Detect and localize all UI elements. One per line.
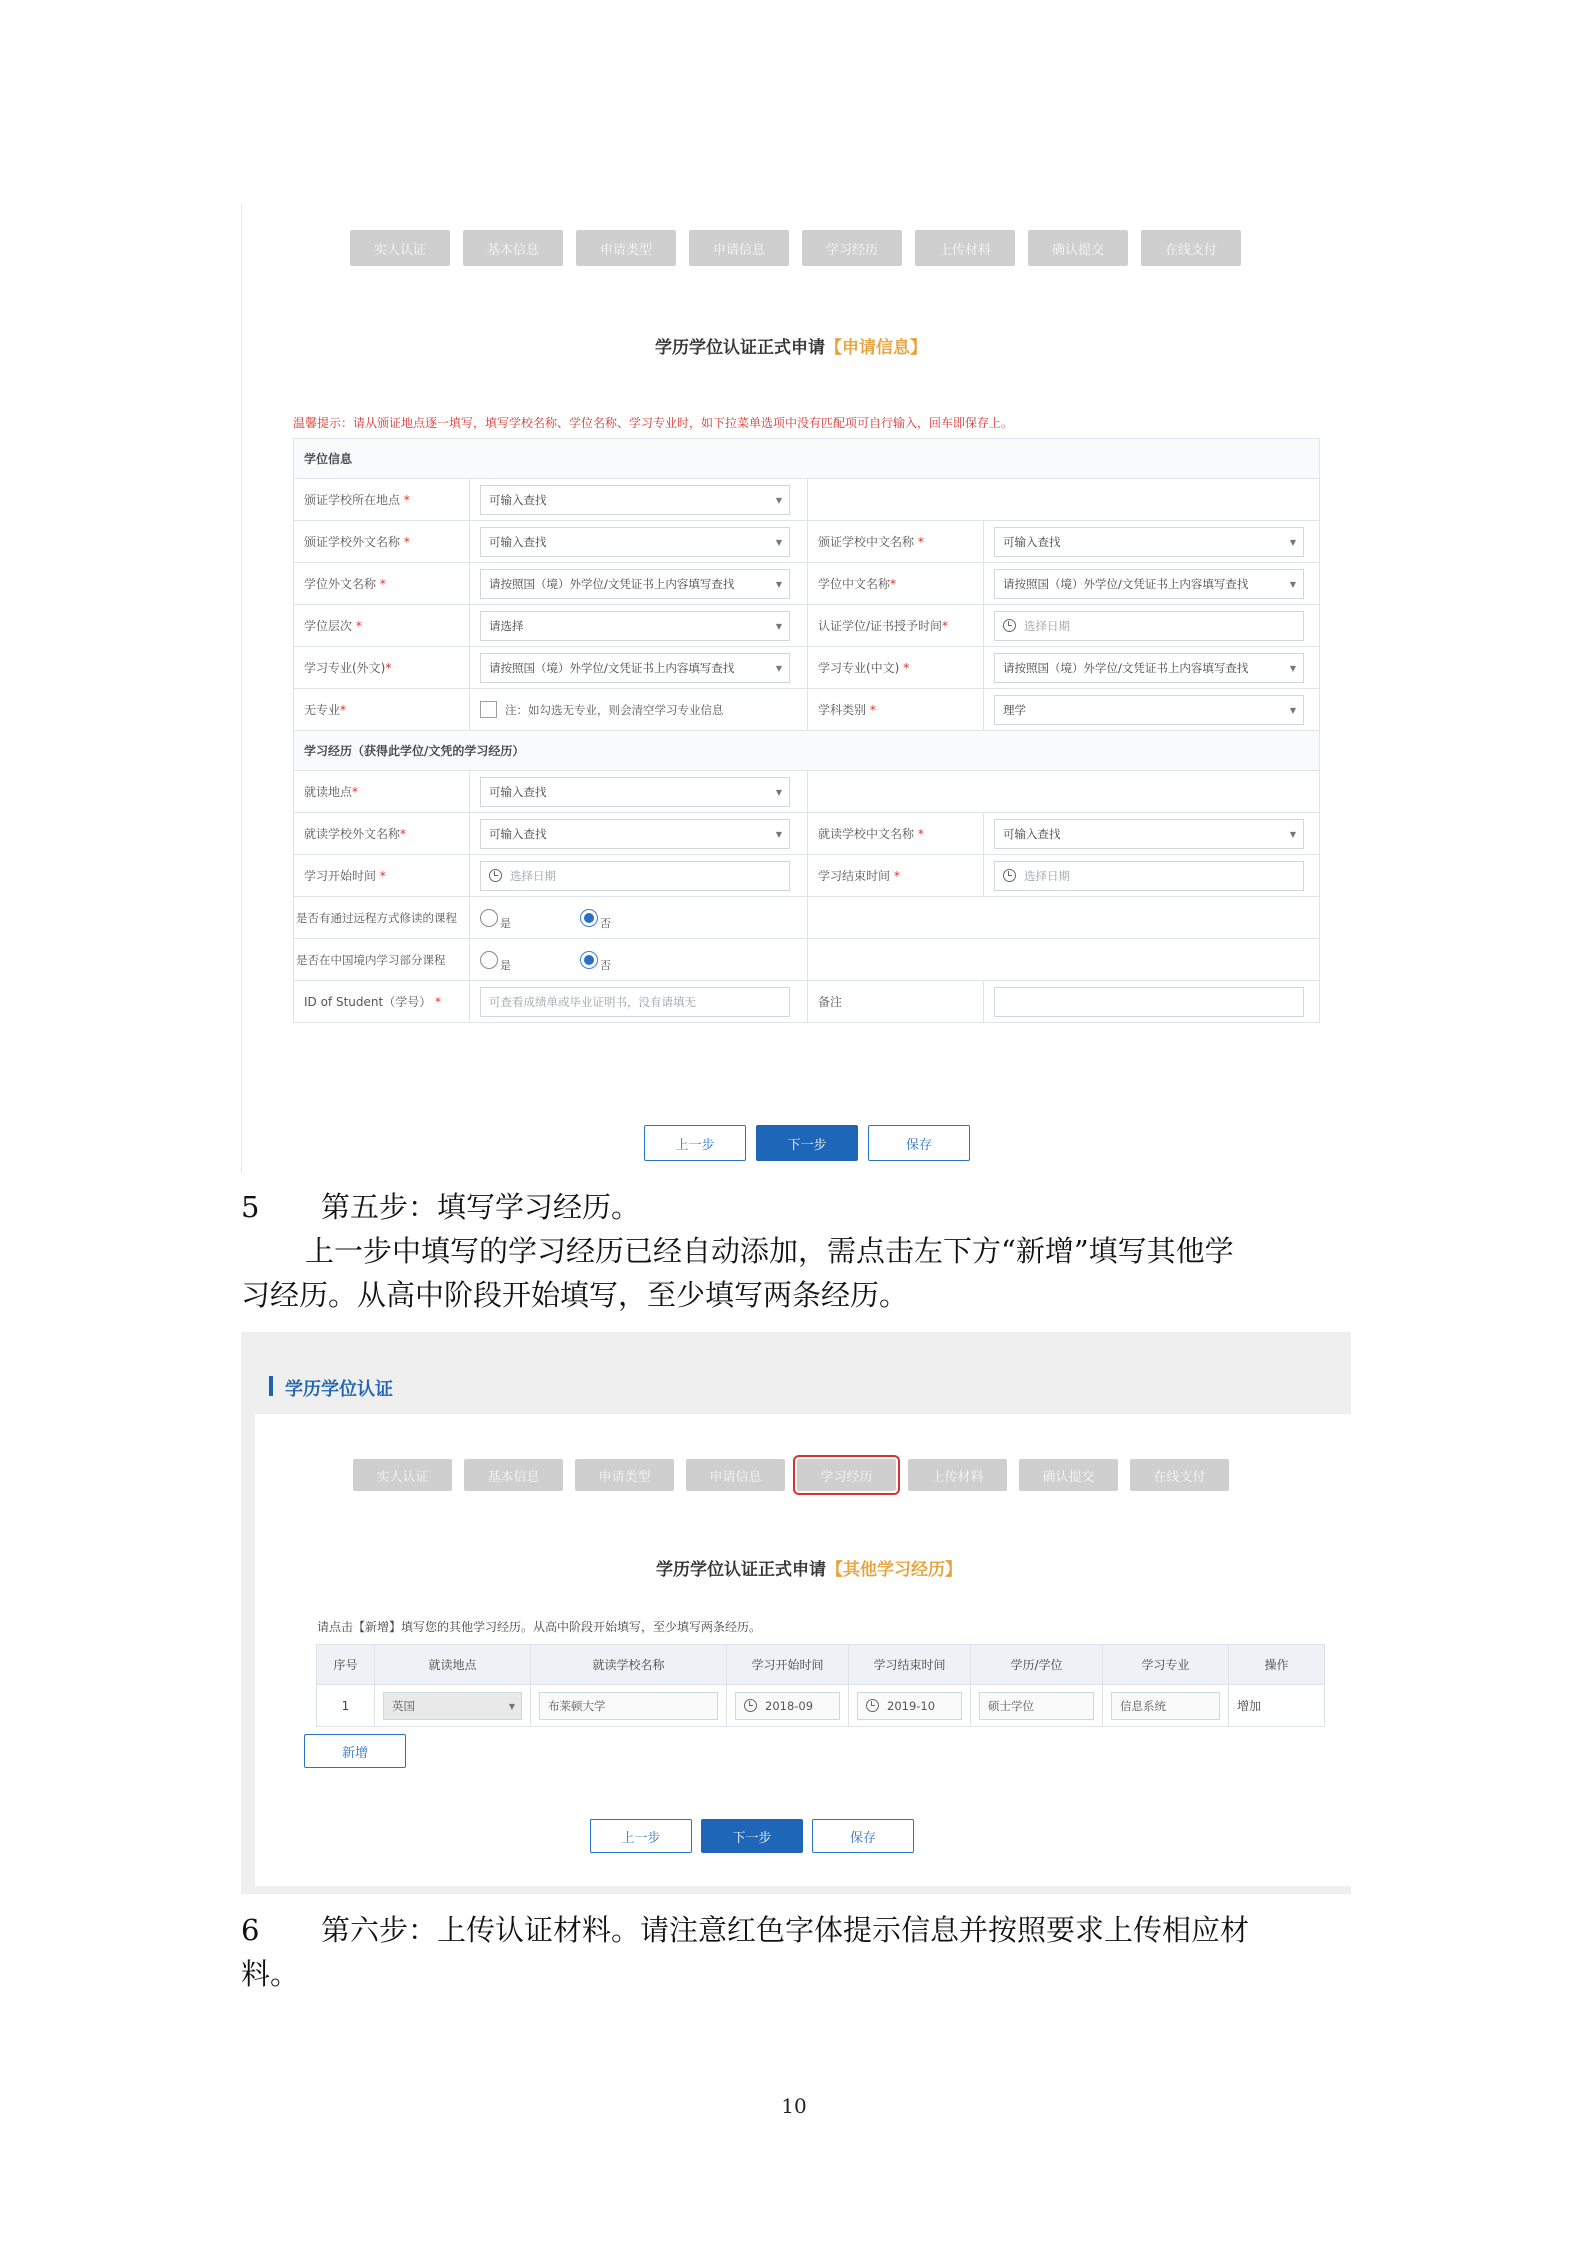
step5-title: 第五步：填写学习经历。 [321,1190,641,1224]
step5-line2: 习经历。从高中阶段开始填写，至少填写两条经历。 [241,1278,909,1312]
warning-text: 温馨提示：请从颁证地点逐一填写，填写学校名称、学位名称、学习专业时，如下拉菜单选项中没有匹配项可自行输入，回车即保存上。 [293,416,1014,430]
no-major-label: 无专业* [294,689,470,731]
degree-chinese-select[interactable]: 请按照国（境）外学位/文凭证书上内容填写查找 ▼ [994,569,1304,599]
study-school-chinese-select[interactable]: 可输入查找 ▼ [994,819,1304,849]
next-button[interactable]: 下一步 [756,1125,858,1161]
no-major-checkbox[interactable] [480,701,497,718]
content-panel [255,1414,1351,1886]
step-real-name[interactable]: 实人认证 [353,1459,452,1491]
section-study-experience: 学习经历（获得此学位/文凭的学习经历） [294,731,1320,771]
no-major-note: 注：如勾选无专业，则会清空学习专业信息 [505,702,724,717]
module-header [241,1332,1351,1414]
table-header-row [317,1645,1325,1685]
study-school-foreign-select[interactable]: 可输入查找 ▼ [480,819,790,849]
page-number: 10 [781,2094,807,2118]
degree-level-select[interactable]: 请选择 ▼ [480,611,790,641]
add-button[interactable]: 新增 [304,1734,406,1768]
hint-text: 请点击【新增】填写您的其他学习经历。从高中阶段开始填写，至少填写两条经历。 [317,1620,762,1634]
next-button[interactable]: 下一步 [701,1819,803,1853]
study-school-foreign-label: 就读学校外文名称* [294,813,470,855]
issuing-location-label: 颁证学校所在地点 * [294,479,470,521]
chevron-down-icon: ▼ [775,621,782,631]
form-title-main: 学历学位认证正式申请 [655,338,825,358]
chevron-down-icon: ▼ [1289,663,1296,673]
col-header: 就读学校名称 [531,1645,727,1685]
step5-number: 5 [241,1190,260,1224]
step-basic-info[interactable]: 基本信息 [464,1459,563,1491]
form-title [655,333,927,358]
col-header: 学习结束时间 [849,1645,971,1685]
step-upload-materials[interactable]: 上传材料 [915,230,1015,266]
study-history-table [316,1644,1325,1727]
major-foreign-select[interactable]: 请按照国（境）外学位/文凭证书上内容填写查找 ▼ [480,653,790,683]
remote-yes-radio[interactable] [480,909,498,927]
award-time-label: 认证学位/证书授予时间* [808,605,984,647]
discipline-select[interactable]: 理学 ▼ [994,695,1304,725]
row-index: 1 [317,1685,375,1727]
form-title-sub: 【申请信息】 [825,338,927,358]
no-major-checkbox-wrap [480,701,797,718]
application-form-screenshot [241,205,1317,1173]
degree-level-label: 学位层次 * [294,605,470,647]
save-button[interactable]: 保存 [868,1125,970,1161]
step-nav [353,1459,1229,1491]
chevron-down-icon: ▼ [775,579,782,589]
form-title-sub: 【其他学习经历】 [826,1560,962,1580]
step5-line1: 上一步中填写的学习经历已经自动添加，需点击左下方“新增”填写其他学 [305,1234,1234,1268]
clock-icon [489,869,502,882]
school-foreign-select[interactable]: 可输入查找 ▼ [480,527,790,557]
col-header: 学习开始时间 [727,1645,849,1685]
step6-text: 第六步：上传认证材料。请注意红色字体提示信息并按照要求上传相应材 [321,1913,1250,1947]
school-foreign-label: 颁证学校外文名称 * [294,521,470,563]
step5-heading [241,1185,640,1229]
step-real-name[interactable]: 实人认证 [350,230,450,266]
study-start-datepicker[interactable]: 选择日期 [480,861,790,891]
china-yes-radio[interactable] [480,951,498,969]
school-chinese-label: 颁证学校中文名称 * [808,521,984,563]
step-basic-info[interactable]: 基本信息 [463,230,563,266]
row-end-datepicker[interactable]: 2019-10 [857,1692,962,1720]
clock-icon [1003,869,1016,882]
remarks-input[interactable] [994,987,1304,1017]
prev-button[interactable]: 上一步 [590,1819,692,1853]
step-nav [350,230,1241,266]
major-chinese-select[interactable]: 请按照国（境）外学位/文凭证书上内容填写查找 ▼ [994,653,1304,683]
step-application-info[interactable]: 申请信息 [689,230,789,266]
col-header: 学历/学位 [971,1645,1103,1685]
form-title-main: 学历学位认证正式申请 [656,1560,826,1580]
chevron-down-icon: ▼ [775,537,782,547]
row-degree-input[interactable]: 硕士学位 [979,1692,1094,1720]
step-application-type[interactable]: 申请类型 [575,1459,674,1491]
step-online-payment[interactable]: 在线支付 [1130,1459,1229,1491]
remote-course-label: 是否有通过远程方式修读的课程 [294,897,470,939]
step-application-type[interactable]: 申请类型 [576,230,676,266]
row-location-select[interactable]: 英国 ▼ [383,1692,522,1720]
save-button[interactable]: 保存 [812,1819,914,1853]
chevron-down-icon: ▼ [775,829,782,839]
table-row [317,1685,1325,1727]
chevron-down-icon: ▼ [1289,537,1296,547]
step-upload-materials[interactable]: 上传材料 [908,1459,1007,1491]
row-school-input[interactable]: 布莱顿大学 [539,1692,718,1720]
application-info-table [293,438,1320,1023]
col-header: 操作 [1229,1645,1325,1685]
step6-number: 6 [241,1913,260,1947]
step6-line2: 料。 [241,1957,300,1991]
clock-icon [866,1699,879,1712]
award-time-datepicker[interactable]: 选择日期 [994,611,1304,641]
col-header: 序号 [317,1645,375,1685]
step-confirm-submit[interactable]: 确认提交 [1019,1459,1118,1491]
step-confirm-submit[interactable]: 确认提交 [1028,230,1128,266]
issuing-location-select[interactable]: 可输入查找 ▼ [480,485,790,515]
study-school-chinese-label: 就读学校中文名称 * [808,813,984,855]
remarks-label: 备注 [808,981,984,1023]
step6-line1 [241,1908,1249,1952]
remote-course-radio-group: 是 否 [480,909,797,927]
study-end-datepicker[interactable]: 选择日期 [994,861,1304,891]
step-application-info[interactable]: 申请信息 [686,1459,785,1491]
degree-foreign-label: 学位外文名称 * [294,563,470,605]
other-study-screenshot [241,1332,1351,1894]
form-title [656,1555,962,1580]
china-no-radio[interactable] [580,951,598,969]
degree-chinese-label: 学位中文名称* [808,563,984,605]
school-chinese-select[interactable]: 可输入查找 ▼ [994,527,1304,557]
prev-button[interactable]: 上一步 [644,1125,746,1161]
chevron-down-icon: ▼ [1289,579,1296,589]
study-start-label: 学习开始时间 * [294,855,470,897]
chevron-down-icon: ▼ [775,495,782,505]
chevron-down-icon: ▼ [1289,829,1296,839]
col-header: 就读地点 [375,1645,531,1685]
chevron-down-icon: ▼ [1289,705,1296,715]
step-study-experience[interactable]: 学习经历 [802,230,902,266]
study-location-select[interactable]: 可输入查找 ▼ [480,777,790,807]
china-course-radio-group: 是 否 [480,951,797,969]
section-degree-info: 学位信息 [294,439,1320,479]
chevron-down-icon: ▼ [775,663,782,673]
remote-no-radio[interactable] [580,909,598,927]
header-accent-bar [269,1376,273,1396]
step-online-payment[interactable]: 在线支付 [1141,230,1241,266]
row-action[interactable]: 增加 [1229,1685,1325,1727]
clock-icon [1003,619,1016,632]
student-id-input[interactable]: 可查看成绩单或毕业证明书，没有请填无 [480,987,790,1017]
clock-icon [744,1699,757,1712]
study-location-label: 就读地点* [294,771,470,813]
discipline-label: 学科类别 * [808,689,984,731]
row-major-input[interactable]: 信息系统 [1111,1692,1220,1720]
chevron-down-icon: ▼ [508,1701,515,1711]
major-foreign-label: 学习专业(外文)* [294,647,470,689]
step-study-experience[interactable]: 学习经历 [797,1459,896,1491]
module-title: 学历学位认证 [285,1379,393,1400]
chevron-down-icon: ▼ [775,787,782,797]
china-course-label: 是否在中国境内学习部分课程 [294,939,470,981]
degree-foreign-select[interactable]: 请按照国（境）外学位/文凭证书上内容填写查找 ▼ [480,569,790,599]
study-end-label: 学习结束时间 * [808,855,984,897]
row-start-datepicker[interactable]: 2018-09 [735,1692,840,1720]
col-header: 学习专业 [1103,1645,1229,1685]
student-id-label: ID of Student（学号） * [294,981,470,1023]
major-chinese-label: 学习专业(中文) * [808,647,984,689]
